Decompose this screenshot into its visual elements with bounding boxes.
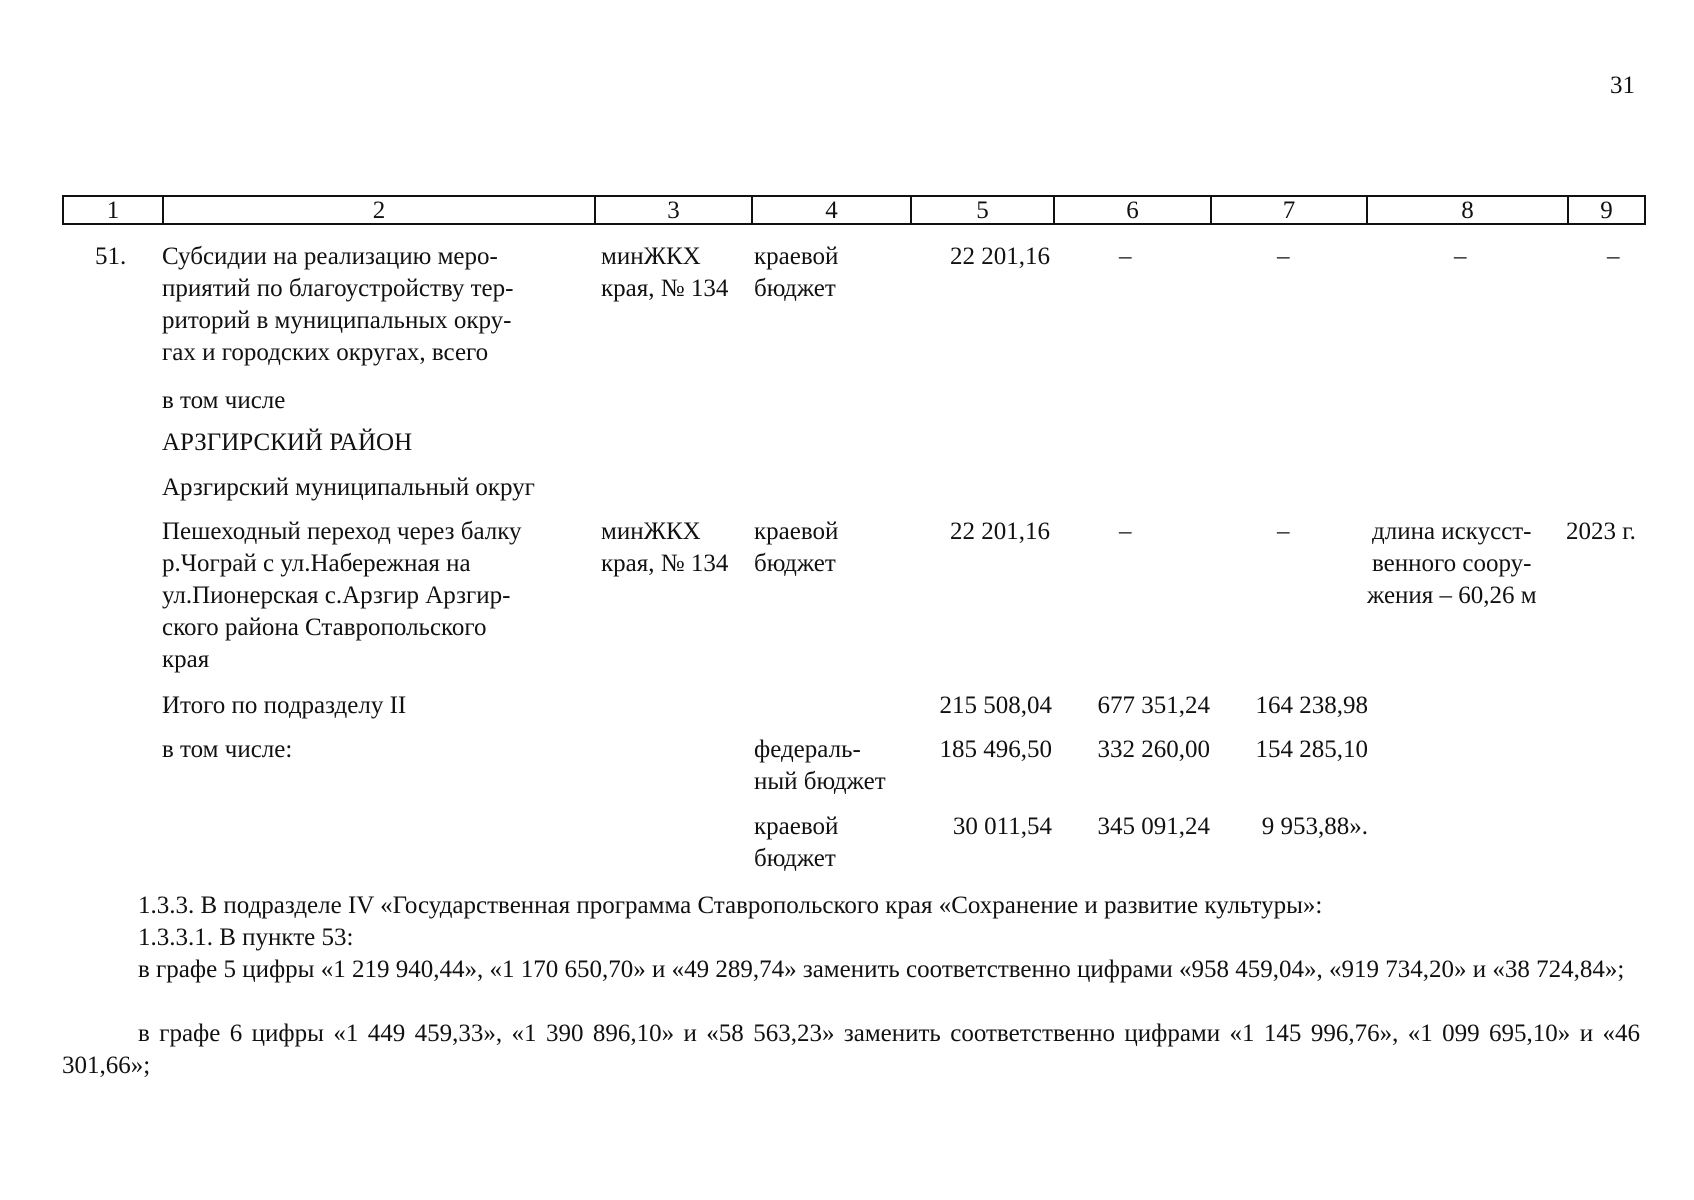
crossing-col6-value: – bbox=[1119, 518, 1132, 545]
federal-budget-line: ный бюджет bbox=[754, 768, 886, 795]
totals-including-label: в том числе: bbox=[162, 736, 293, 763]
regional-budget-label bbox=[754, 811, 838, 875]
regional-col6: 345 091,24 bbox=[1097, 813, 1210, 840]
federal-budget-label bbox=[754, 734, 886, 798]
crossing-executor bbox=[601, 516, 728, 580]
crossing-name-line: края bbox=[162, 646, 210, 673]
paragraph-column-5: в графе 5 цифры «1 219 940,44», «1 170 650,70» и «49 289,74» заменить соответственно цифрами «958 459,04», «919 734,20» и «38 724,84»; bbox=[138, 956, 1625, 983]
regional-col5: 30 011,54 bbox=[952, 813, 1052, 840]
funding-source-line: краевой bbox=[754, 243, 839, 270]
row-name-line: риторий в муниципальных окру- bbox=[162, 307, 512, 334]
row-col8-value: – bbox=[1454, 243, 1467, 270]
crossing-name-line: р.Чограй с ул.Набережная на bbox=[162, 550, 471, 577]
row-col9-value: – bbox=[1607, 243, 1620, 270]
crossing-name-line: ского района Ставропольского bbox=[162, 614, 487, 641]
paragraph-1-3-3: 1.3.3. В подразделе IV «Государственная программа Ставропольского края «Сохранение и развитие культуры»: bbox=[138, 892, 1323, 919]
header-cell-9: 9 bbox=[1567, 197, 1644, 223]
federal-col7: 154 285,10 bbox=[1255, 736, 1368, 763]
totals-col6: 677 351,24 bbox=[1097, 692, 1210, 719]
federal-col5: 185 496,50 bbox=[939, 736, 1052, 763]
row-name-line: приятий по благоустройству тер- bbox=[162, 275, 514, 302]
row-col6-value: – bbox=[1119, 243, 1132, 270]
header-cell-8: 8 bbox=[1366, 197, 1567, 223]
indicator-line: венного соору- bbox=[1372, 550, 1532, 577]
funding-source-line: бюджет bbox=[754, 550, 836, 577]
executor-line: минЖКХ bbox=[601, 518, 701, 545]
page-number: 31 bbox=[1610, 72, 1635, 99]
header-cell-5: 5 bbox=[910, 197, 1053, 223]
funding-source-line: краевой bbox=[754, 518, 839, 545]
indicator-line: длина искусст- bbox=[1372, 518, 1532, 545]
regional-budget-line: краевой bbox=[754, 813, 839, 840]
crossing-funding-source bbox=[754, 516, 838, 580]
crossing-year: 2023 г. bbox=[1566, 518, 1636, 545]
crossing-name-line: Пешеходный переход через балку bbox=[162, 518, 522, 545]
district-heading: АРЗГИРСКИЙ РАЙОН bbox=[162, 429, 413, 456]
header-cell-7: 7 bbox=[1210, 197, 1366, 223]
row-col7-value: – bbox=[1277, 243, 1290, 270]
paragraph-1-3-3-1: 1.3.3.1. В пункте 53: bbox=[138, 924, 354, 951]
crossing-col5-value: 22 201,16 bbox=[950, 518, 1050, 545]
crossing-name-line: ул.Пионерская с.Арзгир Арзгир- bbox=[162, 582, 511, 609]
executor bbox=[601, 241, 728, 305]
municipality-name: Арзгирский муниципальный округ bbox=[162, 474, 535, 501]
executor-line: края, № 134 bbox=[601, 275, 729, 302]
executor-line: края, № 134 bbox=[601, 550, 729, 577]
totals-col7: 164 238,98 bbox=[1255, 692, 1368, 719]
header-cell-2: 2 bbox=[162, 197, 594, 223]
crossing-name bbox=[162, 516, 580, 676]
totals-label: Итого по подразделу II bbox=[162, 692, 407, 719]
row-name bbox=[162, 241, 580, 369]
federal-budget-line: федераль- bbox=[754, 736, 861, 763]
row-col5-value: 22 201,16 bbox=[950, 243, 1050, 270]
crossing-indicator bbox=[1367, 516, 1537, 612]
crossing-col7-value: – bbox=[1277, 518, 1290, 545]
table-header-row bbox=[62, 195, 1646, 225]
header-cell-3: 3 bbox=[594, 197, 751, 223]
regional-col7: 9 953,88». bbox=[1261, 813, 1368, 840]
funding-source bbox=[754, 241, 838, 305]
header-cell-1: 1 bbox=[106, 197, 120, 224]
header-cell-6: 6 bbox=[1053, 197, 1210, 223]
totals-col5: 215 508,04 bbox=[939, 692, 1052, 719]
header-cell-4: 4 bbox=[751, 197, 910, 223]
regional-budget-line: бюджет bbox=[754, 845, 836, 872]
federal-col6: 332 260,00 bbox=[1097, 736, 1210, 763]
row-number: 51. bbox=[95, 243, 127, 270]
row-name-line: гах и городских округах, всего bbox=[162, 339, 489, 366]
row-name-line: Субсидии на реализацию меро- bbox=[162, 243, 498, 270]
including-label: в том числе bbox=[162, 387, 286, 414]
indicator-line: жения – 60,26 м bbox=[1367, 582, 1537, 609]
paragraph-column-6: в графе 6 цифры «1 449 459,33», «1 390 896,10» и «58 563,23» заменить соответственно цифрами «1 145 996,76», «1 099 695,10» и «46 301,66»; bbox=[62, 1020, 1640, 1079]
executor-line: минЖКХ bbox=[601, 243, 701, 270]
funding-source-line: бюджет bbox=[754, 275, 836, 302]
